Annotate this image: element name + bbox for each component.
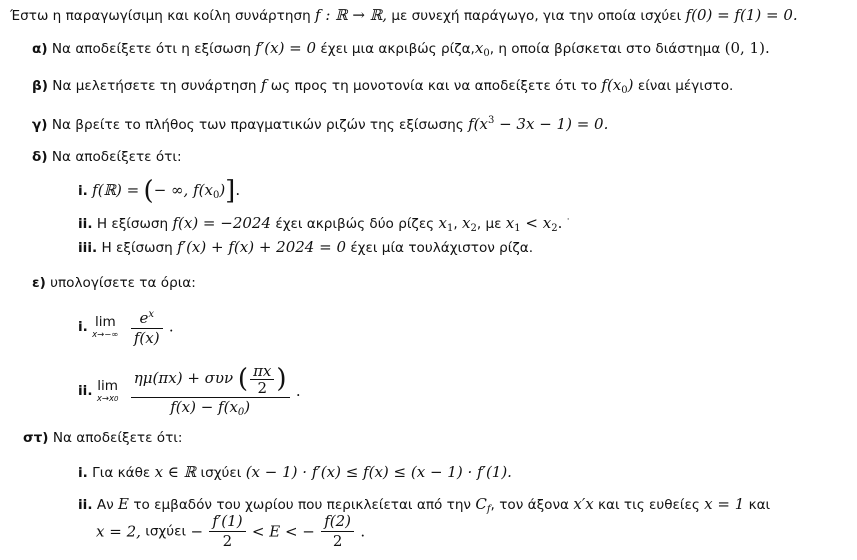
part-st-ii-label: ii. — [78, 497, 93, 513]
part-e-i-end: . — [168, 317, 174, 336]
part-e-label: ε) — [32, 275, 46, 291]
part-st-ii-den-2: 2 — [332, 532, 343, 550]
part-d-ii-ineq-a: x — [505, 214, 515, 232]
part-d-iii — [78, 237, 533, 258]
part-st-ii-text-3: , τον άξονα — [490, 497, 570, 513]
part-d-i-eq-c: ) — [219, 181, 226, 199]
part-a-x0: x — [474, 39, 484, 57]
part-e-ii-den-a: f(x) − f(x — [170, 398, 238, 416]
part-c-text: Να βρείτε το πλήθος των πραγματικών ριζών της εξίσωσης — [51, 117, 464, 133]
part-st-ii-text-1: Αν — [96, 497, 114, 513]
part-b-fx0: f(x — [601, 76, 622, 94]
part-e-ii-inner-den: 2 — [257, 378, 268, 397]
part-d-i-left-paren: ( — [143, 176, 154, 206]
part-st — [23, 428, 182, 448]
intro-condition: f(0) = f(1) = 0. — [685, 6, 798, 24]
part-st-ii-axis: x′x — [573, 495, 594, 513]
part-d-ii-equation: f(x) = −2024 — [172, 214, 272, 232]
part-d-ii-comma: , — [453, 216, 458, 232]
part-d-ii-text-1: Η εξίσωση — [96, 216, 169, 232]
part-c-eq-a: f(x — [468, 115, 488, 133]
part-e-i-label: i. — [78, 318, 88, 335]
part-d — [32, 147, 182, 167]
part-e-text: υπολογίσετε τα όρια: — [50, 275, 196, 291]
part-b-fx0-end: ) — [627, 76, 634, 94]
part-b-label: β) — [32, 78, 48, 94]
part-st-i-text-2: ισχύει — [200, 465, 242, 481]
part-st-ii-E: E — [118, 495, 129, 513]
part-st-ii-end: . — [360, 522, 366, 541]
part-st-ii-den-1: 2 — [222, 532, 233, 550]
part-e — [32, 273, 196, 293]
part-st-ii-minus: − — [190, 522, 204, 541]
part-e-ii-lim-under-sub: 0 — [114, 395, 119, 403]
part-d-ii-ineq-a-sub: 1 — [514, 223, 521, 234]
part-d-ii-root-1: x — [438, 214, 447, 232]
part-d-ii — [78, 210, 570, 239]
part-e-ii-lim-under: x→x — [96, 394, 114, 404]
part-d-ii-text-3: , με — [476, 216, 502, 232]
part-c-eq-sup: 3 — [487, 115, 495, 126]
part-e-ii-lim-word: lim — [97, 378, 119, 394]
part-e-i-fraction — [131, 305, 163, 348]
part-st-ii-line-2: x = 2, — [96, 522, 141, 541]
part-st-ii-num-2: f(2) — [321, 512, 354, 532]
part-st-ii-text-6: ισχύει — [145, 523, 187, 540]
part-st-ii-text-2: το εμβαδόν του χωρίου που περικλείεται από την — [133, 497, 472, 513]
part-e-ii-den-sub: 0 — [237, 407, 245, 418]
part-a-text-1: Να αποδείξετε ότι η εξίσωση — [51, 41, 251, 57]
part-d-text: Να αποδείξετε ότι: — [51, 149, 182, 165]
part-d-iii-label: iii. — [78, 240, 98, 256]
part-d-i-dot: . — [235, 181, 241, 199]
part-b-text-1: Να μελετήσετε τη συνάρτηση — [52, 78, 257, 94]
part-d-ii-end: . — [557, 214, 563, 232]
part-st-i-text-1: Για κάθε — [92, 465, 151, 481]
part-st-ii-cont — [96, 512, 365, 551]
part-d-i-label: i. — [78, 183, 88, 199]
part-e-i-lim-word: lim — [94, 313, 116, 330]
part-st-ii-fraction-2 — [321, 512, 354, 551]
part-e-ii-num-text: ημ(πx) + συν — [133, 369, 234, 387]
part-st-ii-C: C — [475, 495, 487, 513]
part-e-ii-fraction — [131, 360, 290, 422]
part-st-ii-middle: < E < − — [251, 522, 315, 541]
part-e-i-denominator: f(x) — [133, 329, 160, 347]
part-a-equation: f′(x) = 0 — [255, 39, 317, 57]
intro-text-2: με συνεχή παράγωγο, για την οποία ισχύει — [391, 8, 682, 24]
part-st-i — [78, 462, 512, 483]
part-b-fx0-sub: 0 — [621, 85, 628, 96]
part-c-label: γ) — [32, 117, 48, 133]
part-e-i-num-base: e — [139, 309, 149, 327]
part-e-i-num-sup: x — [148, 309, 154, 320]
part-a-interval: (0, 1). — [724, 39, 770, 57]
part-st-ii-line-1: x = 1 — [704, 495, 745, 513]
intro-function-map: f : ℝ → ℝ, — [315, 6, 387, 24]
part-d-ii-root-2: x — [461, 214, 471, 232]
part-e-ii-end: . — [295, 382, 301, 400]
part-e-ii-label: ii. — [78, 383, 93, 399]
part-a-x0-sub: 0 — [483, 48, 490, 59]
part-st-i-condition: x ∈ ℝ — [154, 463, 197, 481]
part-e-ii-lim-under-wrap — [97, 394, 119, 404]
intro-text: Έστω η παραγωγίσιμη και κοίλη συνάρτηση — [10, 8, 311, 24]
part-st-text: Να αποδείξετε ότι: — [52, 430, 183, 446]
part-e-i — [78, 305, 174, 348]
part-e-ii-num-rparen: ) — [276, 364, 287, 394]
part-d-i — [78, 176, 241, 206]
part-e-ii-limit — [97, 378, 119, 404]
part-b-text-2: ως προς τη μονοτονία και να αποδείξετε ότι το — [270, 78, 598, 94]
part-b — [32, 75, 733, 101]
part-d-ii-label: ii. — [78, 216, 93, 232]
part-b-text-3: είναι μέγιστο. — [637, 78, 734, 94]
part-e-i-numerator — [131, 305, 163, 329]
part-b-f: f — [260, 76, 267, 94]
part-st-i-inequality: (x − 1) · f′(x) ≤ f(x) ≤ (x − 1) · f′(1). — [245, 463, 512, 481]
part-e-ii-num-lparen: ( — [237, 364, 249, 394]
part-e-ii-inner-num: πx — [250, 363, 274, 380]
part-d-iii-text-1: Η εξίσωση — [101, 240, 173, 256]
part-d-ii-ineq-b-sub: 2 — [551, 223, 558, 234]
part-a-text-2: έχει μια ακριβώς ρίζα, — [320, 41, 475, 57]
part-d-i-right-bracket: ] — [225, 176, 236, 206]
part-d-i-sub: 0 — [212, 190, 220, 201]
part-d-i-eq-b: − ∞, f(x — [153, 181, 213, 199]
part-st-label: στ) — [23, 430, 49, 446]
intro-line — [10, 5, 798, 26]
part-d-ii-root-1-sub: 1 — [446, 223, 454, 234]
part-d-ii-text-2: έχει ακριβώς δύο ρίζες — [275, 216, 435, 232]
part-e-i-lim-under: x→−∞ — [92, 329, 119, 340]
part-d-iii-equation: f′(x) + f(x) + 2024 = 0 — [177, 238, 346, 256]
part-st-ii-num-1: f′(1) — [209, 512, 245, 532]
part-e-ii-numerator — [131, 360, 290, 398]
part-st-ii-C-sub: f — [486, 504, 491, 515]
part-a-text-3: , η οποία βρίσκεται στο διάστημα — [489, 41, 721, 57]
part-e-ii — [78, 360, 301, 422]
part-d-i-eq-a: f(ℝ) = — [92, 181, 140, 199]
part-e-i-limit — [92, 314, 118, 340]
part-e-ii-den-b: ) — [244, 398, 251, 416]
part-d-iii-text-2: έχει μία τουλάχιστον ρίζα. — [350, 240, 534, 256]
part-c — [32, 111, 608, 135]
part-a — [32, 38, 770, 64]
part-e-ii-denominator — [131, 398, 290, 422]
part-st-ii-text-4: και τις ευθείες — [598, 497, 700, 513]
part-d-ii-root-2-sub: 2 — [470, 223, 477, 234]
part-d-label: δ) — [32, 149, 48, 165]
part-d-ii-ineq-b: < x — [520, 214, 552, 232]
part-st-i-label: i. — [78, 465, 88, 481]
part-st-ii-fraction-1 — [209, 512, 245, 551]
part-a-label: α) — [32, 41, 48, 57]
part-d-ii-stray-mark: · — [566, 215, 570, 225]
part-e-ii-inner-fraction — [250, 363, 274, 396]
part-c-eq-b: − 3x − 1) = 0. — [494, 115, 609, 133]
part-st-ii-text-5: και — [748, 497, 771, 513]
